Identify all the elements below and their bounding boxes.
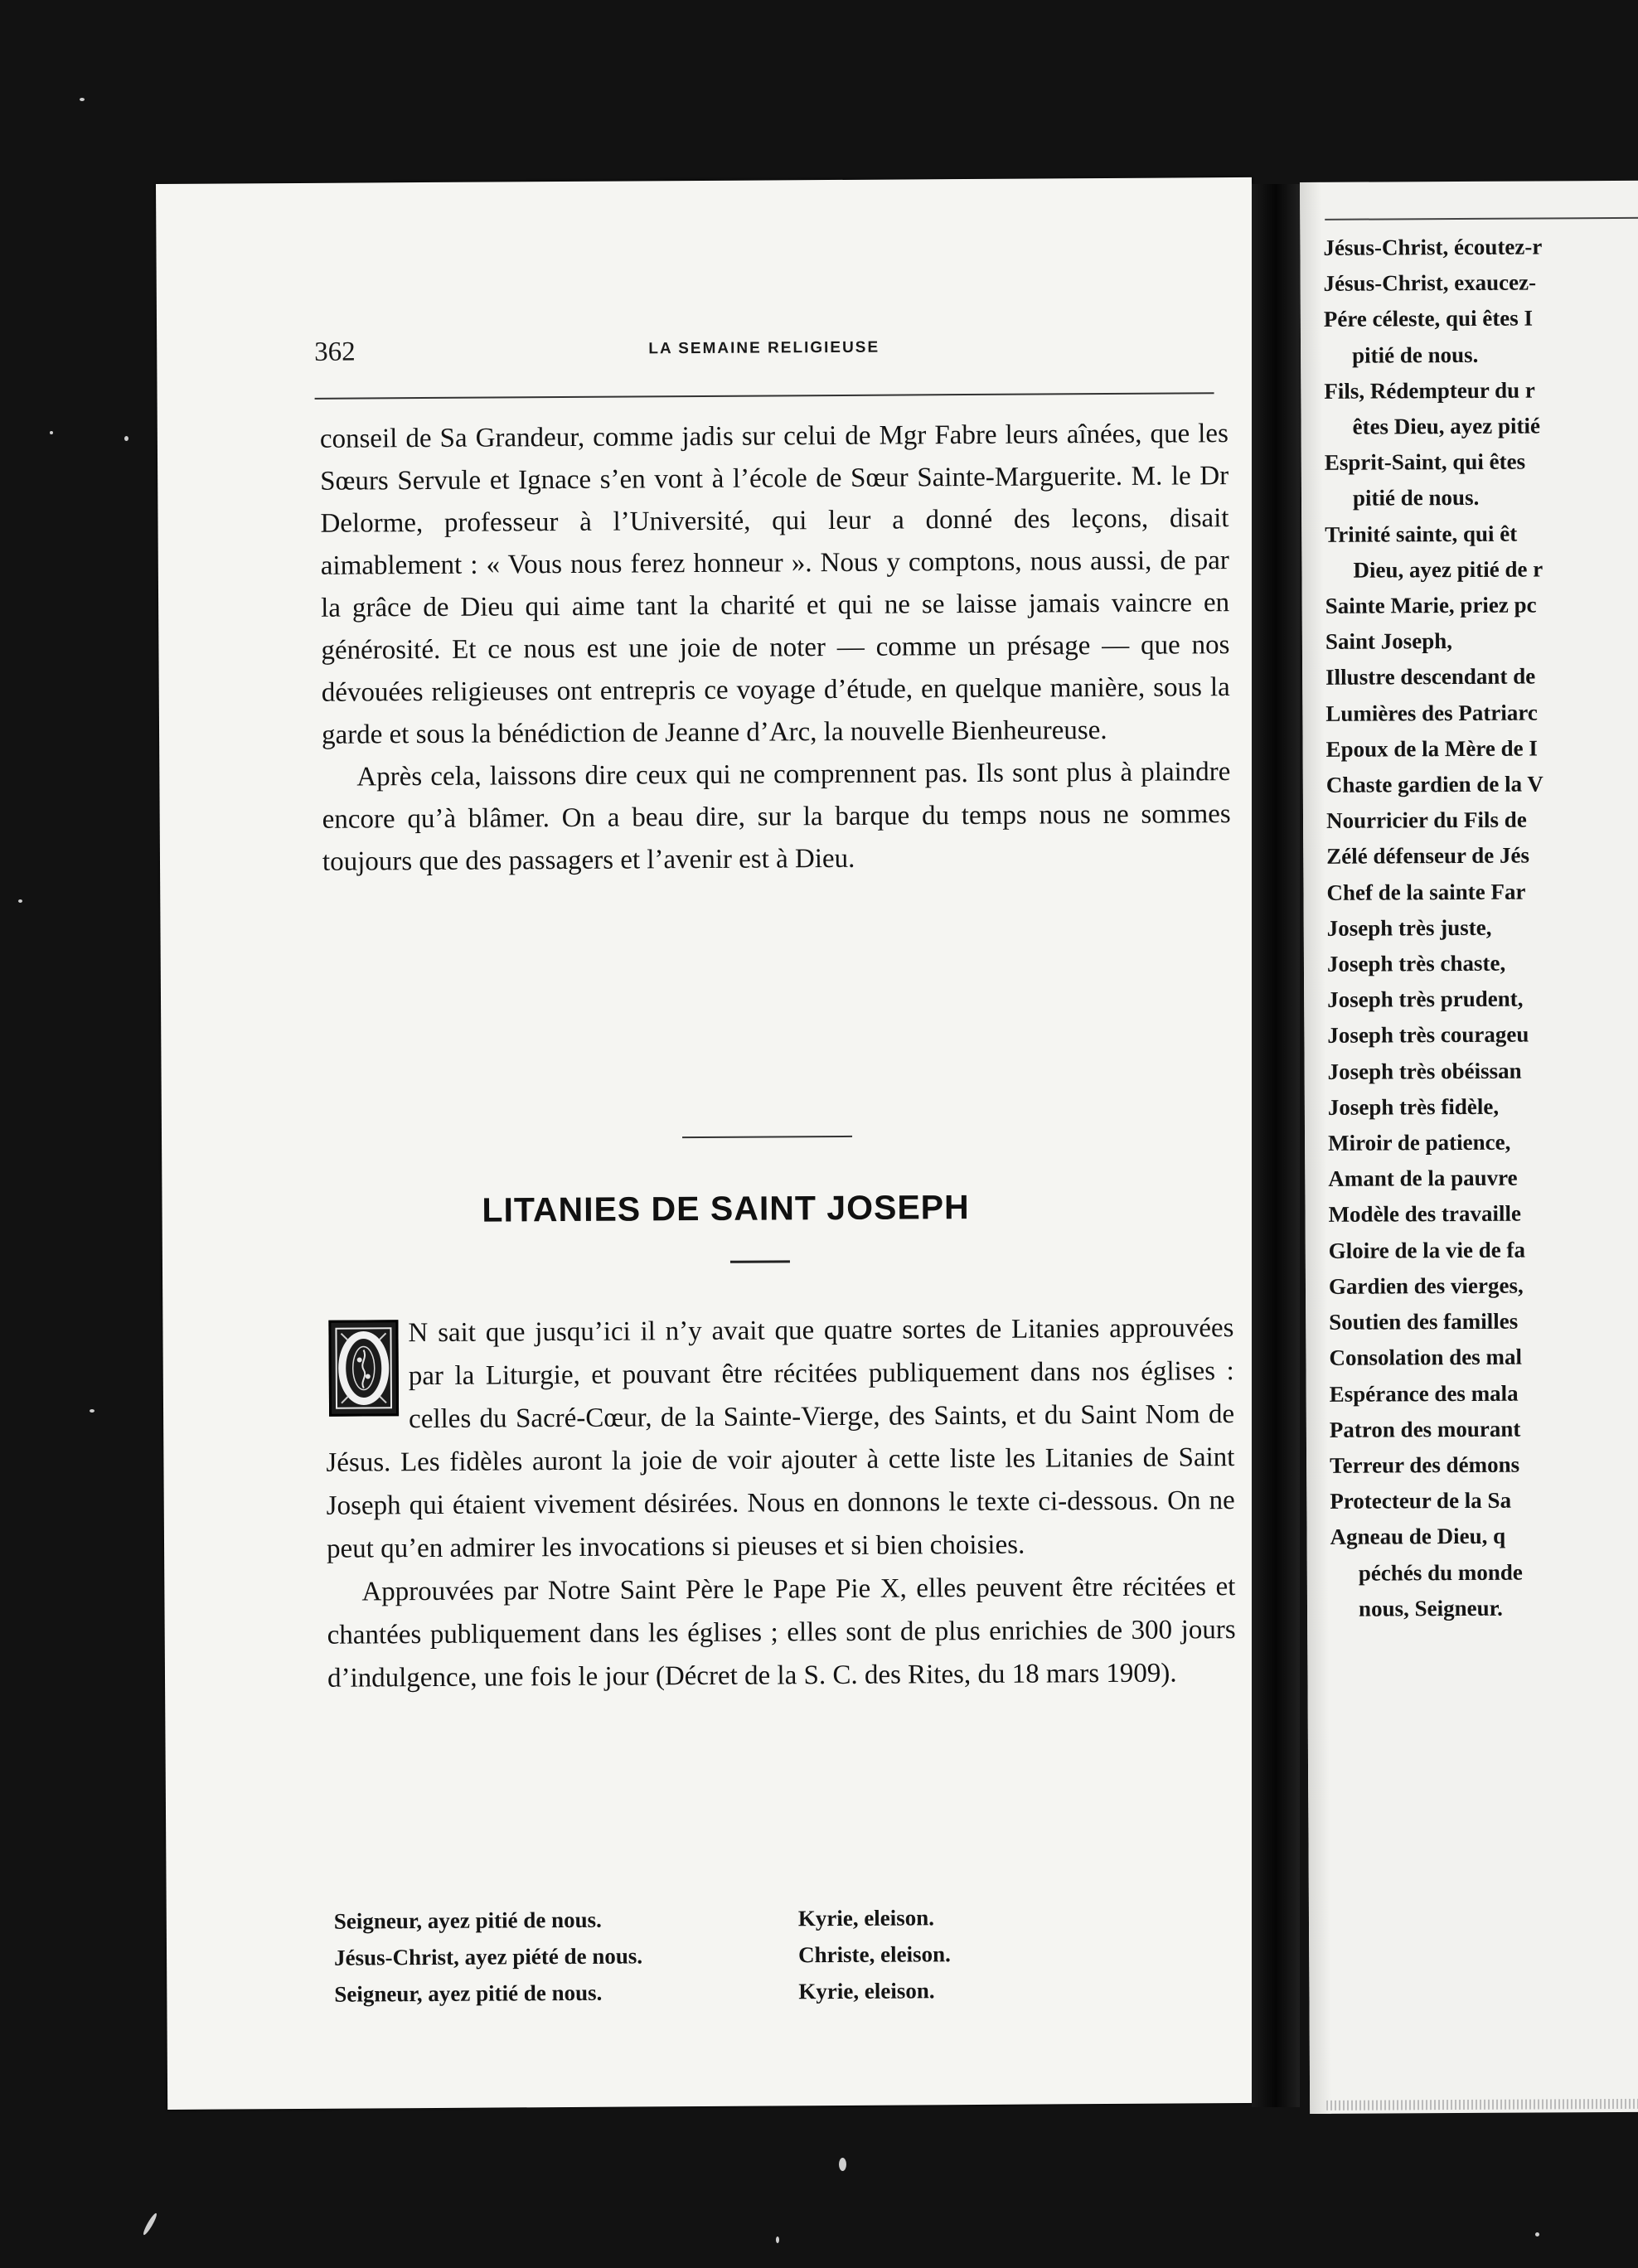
litany-line: Espérance des mala (1329, 1380, 1519, 1407)
litany-line: Chaste gardien de la V (1325, 771, 1544, 797)
litany-line: Jésus-Christ, exaucez- (1323, 269, 1537, 297)
litany-line: Miroir de patience, (1327, 1129, 1511, 1156)
litany-continuation (1323, 229, 1638, 1627)
litany-row (334, 1935, 1080, 1975)
litany-line: Amant de la pauvre (1328, 1165, 1518, 1192)
section-separator (682, 1136, 852, 1138)
running-head: LA SEMAINE RELIGIEUSE (648, 338, 880, 358)
litany-line: Trinité sainte, qui êt (1325, 521, 1518, 547)
header-rule (315, 392, 1214, 400)
litany-line: Agneau de Dieu, q (1330, 1524, 1506, 1550)
litany-invocation: Seigneur, ayez pitié de nous. (333, 1907, 602, 1934)
litany-line: Gardien des vierges, (1328, 1272, 1524, 1299)
litany-line: Fils, Rédempteur du r (1324, 377, 1535, 404)
litany-line: Joseph très chaste, (1326, 950, 1506, 976)
litany-line: nous, Seigneur. (1358, 1595, 1503, 1621)
litany-line: Nourricier du Fils de (1325, 807, 1527, 834)
right-page (1300, 181, 1638, 2114)
litany-response: Kyrie, eleison. (797, 1905, 935, 1931)
dust-speck (18, 899, 22, 903)
litany-line: Consolation des mal (1329, 1344, 1523, 1371)
litany-line: Soutien des familles (1329, 1308, 1519, 1335)
litany-line: Epoux de la Mère de I (1325, 735, 1538, 762)
litany-row (334, 1971, 1080, 2012)
litany-line: Terreur des démons (1330, 1451, 1520, 1478)
dust-speck (124, 436, 128, 441)
dust-speck (80, 98, 85, 101)
paragraph: N sait que jusqu’ici il n’y avait que quatre sortes de Litanies approuvées par la Liturgie, et pouvant être récitées publiquement dans nos églises : celles du Sacré-Cœur, de la Sainte-Vierge, des Saints, et du Saint Nom de Jésus. Les fidèles auront la joie de voir ajouter à cette liste les Litanies de Saint Joseph qui étaient vivement désirées. Nous en donnons le texte ci-dessous. On ne peut qu’en admirer les invocations si pieuses et si bien choisies. (326, 1313, 1235, 1564)
paragraph: conseil de Sa Grandeur, comme jadis sur celui de Mgr Fabre leurs aînées, que les Sœurs Servule et Ignace s’en vont à l’école de Sœur Sainte-Marguerite. M. le Dr Delorme, professeur à l’Université, qui leur a donné des leçons, disait aimablement : « Vous nous ferez honneur ». Nous y comptons, nous aussi, de par la grâce de Dieu qui aime tant la charité et qui ne se laisse jamais vaincre en générosité. Et ce nous est une joie de noter — comme un présage — que nos dévouées religieuses ont entrepris ce voyage d’étude, en quelque manière, sous la garde et sous la bénédiction de Jeanne d’Arc, la nouvelle Bienheureuse. (319, 419, 1230, 750)
litany-line: Pére céleste, qui êtes I (1323, 305, 1534, 332)
litany-opening (334, 1898, 1081, 2012)
litany-line: Zélé défenseur de Jés (1326, 843, 1530, 870)
litany-line: pitié de nous. (1352, 342, 1479, 368)
litany-line: Joseph très prudent, (1327, 986, 1524, 1013)
litany-line: Joseph très courageu (1327, 1022, 1529, 1049)
litany-line: Joseph très juste, (1326, 914, 1492, 941)
litany-line: Lumières des Patriarc (1325, 700, 1538, 726)
litany-line: Gloire de la vie de fa (1328, 1237, 1526, 1263)
litany-line: Sainte Marie, priez pc (1325, 592, 1537, 618)
title-rule (730, 1260, 790, 1262)
litany-introduction (325, 1306, 1236, 1700)
left-page (156, 177, 1263, 2110)
litany-line: Saint Joseph, (1325, 628, 1453, 655)
litany-invocation: Seigneur, ayez pitié de nous. (334, 1980, 603, 2007)
litany-row (334, 1898, 1080, 1939)
dust-speck (90, 1409, 94, 1413)
litany-response: Christe, eleison. (797, 1941, 951, 1968)
page-header (314, 332, 1214, 371)
litany-line: Patron des mourant (1329, 1416, 1521, 1442)
litany-line: péchés du monde (1358, 1559, 1523, 1586)
page-number: 362 (314, 337, 356, 367)
book-gutter (1252, 184, 1300, 2107)
dust-speck (1535, 2232, 1539, 2236)
litany-line: Illustre descendant de (1325, 663, 1536, 691)
dust-speck (776, 2236, 779, 2243)
litany-line: êtes Dieu, ayez pitié (1352, 413, 1541, 439)
litany-line: Dieu, ayez pitié de r (1353, 556, 1544, 583)
litany-response: Kyrie, eleison. (798, 1978, 935, 2004)
dust-speck (142, 2212, 158, 2236)
litany-line: Joseph très fidèle, (1327, 1093, 1500, 1120)
dust-speck (839, 2158, 846, 2171)
section-title: LITANIES DE SAINT JOSEPH (482, 1188, 970, 1229)
article-continuation (320, 413, 1231, 884)
paragraph: Après cela, laissons dire ceux qui ne comprennent pas. Ils sont plus à plaindre encore qu’à blâmer. On a beau dire, sur la barque du temps nous ne sommes toujours que des passagers et l’avenir est à Dieu. (322, 757, 1231, 877)
litany-line: Chef de la sainte Far (1326, 879, 1526, 905)
litany-line: Joseph très obéissan (1327, 1058, 1522, 1084)
litany-invocation: Jésus-Christ, ayez piété de nous. (333, 1943, 643, 1970)
litany-line: Jésus-Christ, écoutez-r (1323, 234, 1543, 260)
paragraph: Approuvées par Notre Saint Père le Pape Pie X, elles peuvent être récitées et chantées publiquement dans les églises ; elles sont de plus enrichies de 300 jours d’indulgence, une fois le jour (Décret de la S. C. des Rites, du 18 mars 1909). (327, 1572, 1236, 1694)
litany-line: Esprit-Saint, qui êtes (1324, 448, 1526, 476)
dust-speck (50, 431, 53, 434)
litany-line: Protecteur de la Sa (1330, 1487, 1512, 1514)
header-rule (1325, 217, 1638, 220)
litany-line: pitié de nous. (1352, 485, 1480, 511)
litany-line: Modèle des travaille (1328, 1201, 1522, 1228)
